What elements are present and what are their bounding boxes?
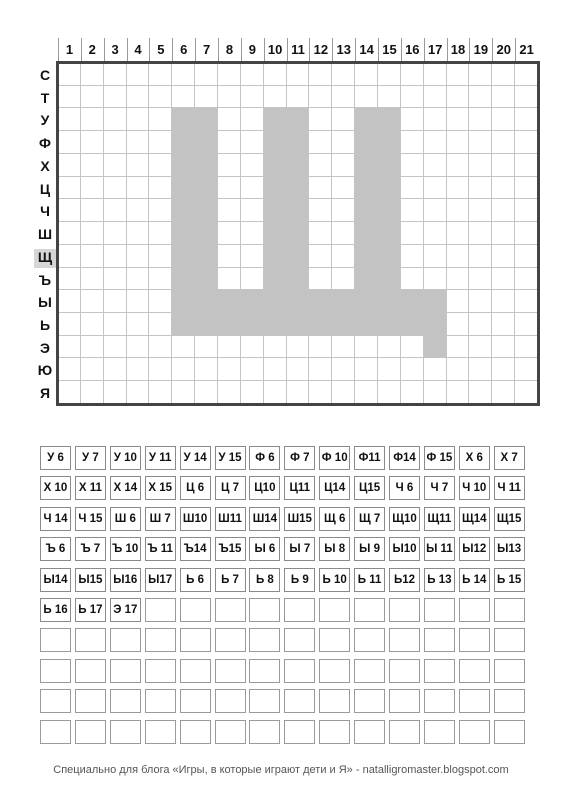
column-tick xyxy=(241,38,242,63)
coordinate-box: Х 6 xyxy=(459,446,490,470)
coordinate-box: Ы 11 xyxy=(424,537,455,561)
coordinate-box: Ь 17 xyxy=(75,598,106,622)
coordinate-box: Ш15 xyxy=(284,507,315,531)
footer-credit: Специально для блога «Игры, в которые играют дети и Я» - natalligromaster.blogspot.com xyxy=(53,764,509,776)
row-label: Ъ xyxy=(38,271,52,288)
coordinate-box: У 7 xyxy=(75,446,106,470)
column-tick xyxy=(264,38,265,63)
empty-coordinate-box[interactable] xyxy=(354,659,385,683)
column-label: 18 xyxy=(450,42,466,57)
empty-coordinate-box[interactable] xyxy=(494,598,525,622)
coordinate-box: Щ 7 xyxy=(354,507,385,531)
empty-coordinate-box[interactable] xyxy=(424,689,455,713)
empty-coordinate-box[interactable] xyxy=(319,720,350,744)
column-label: 5 xyxy=(157,42,165,57)
empty-coordinate-box[interactable] xyxy=(249,659,280,683)
empty-coordinate-box[interactable] xyxy=(180,720,211,744)
row-label: Ч xyxy=(40,203,50,220)
empty-coordinate-box[interactable] xyxy=(75,628,106,652)
empty-coordinate-box[interactable] xyxy=(110,720,141,744)
coordinate-box: Ъ14 xyxy=(180,537,211,561)
empty-coordinate-box[interactable] xyxy=(494,689,525,713)
empty-coordinate-box[interactable] xyxy=(319,598,350,622)
empty-coordinate-box[interactable] xyxy=(145,659,176,683)
empty-coordinate-box[interactable] xyxy=(494,720,525,744)
column-tick xyxy=(332,38,333,63)
coordinate-box: Ф 10 xyxy=(319,446,350,470)
column-tick xyxy=(81,38,82,63)
column-label: 6 xyxy=(180,42,188,57)
coordinate-box: Ц15 xyxy=(354,476,385,500)
coordinate-box: Х 7 xyxy=(494,446,525,470)
coordinate-box: Ц11 xyxy=(284,476,315,500)
coordinate-box: Щ15 xyxy=(494,507,525,531)
coordinate-box: Ь 7 xyxy=(215,568,246,592)
coordinate-box: Ь12 xyxy=(389,568,420,592)
column-label: 2 xyxy=(88,42,96,57)
row-label: Ф xyxy=(39,135,51,152)
empty-coordinate-box[interactable] xyxy=(459,628,490,652)
row-label: Ш xyxy=(37,226,53,243)
empty-coordinate-box[interactable] xyxy=(40,720,71,744)
column-tick xyxy=(469,38,470,63)
column-tick xyxy=(309,38,310,63)
empty-coordinate-box[interactable] xyxy=(389,659,420,683)
empty-coordinate-box[interactable] xyxy=(424,598,455,622)
coordinate-box: Щ 6 xyxy=(319,507,350,531)
coordinate-box: Ъ 10 xyxy=(110,537,141,561)
coordinate-box: Ъ 11 xyxy=(145,537,176,561)
row-label: Щ xyxy=(34,249,56,268)
coordinate-box: Ш 7 xyxy=(145,507,176,531)
empty-coordinate-box[interactable] xyxy=(424,628,455,652)
column-label: 1 xyxy=(65,42,74,57)
empty-coordinate-box[interactable] xyxy=(284,659,315,683)
column-tick xyxy=(127,38,128,63)
coordinate-box: Ч 6 xyxy=(389,476,420,500)
column-label: 19 xyxy=(473,42,489,57)
coordinate-box: Ы10 xyxy=(389,537,420,561)
grid-frame xyxy=(56,61,540,406)
empty-coordinate-box[interactable] xyxy=(180,628,211,652)
empty-coordinate-box[interactable] xyxy=(215,689,246,713)
column-label: 17 xyxy=(427,42,443,57)
coordinate-box: Э 17 xyxy=(110,598,141,622)
row-label: Я xyxy=(39,385,51,402)
column-tick xyxy=(492,38,493,63)
coordinate-box: Ь 6 xyxy=(180,568,211,592)
column-tick xyxy=(424,38,425,63)
empty-coordinate-box[interactable] xyxy=(215,720,246,744)
coordinate-box: Ш10 xyxy=(180,507,211,531)
coordinate-box: У 10 xyxy=(110,446,141,470)
coordinate-box: Ь 8 xyxy=(249,568,280,592)
coordinate-box: Ц 6 xyxy=(180,476,211,500)
coordinate-box: Х 11 xyxy=(75,476,106,500)
column-tick xyxy=(447,38,448,63)
row-label: Ь xyxy=(39,317,51,334)
coordinate-box: Ы13 xyxy=(494,537,525,561)
empty-coordinate-box[interactable] xyxy=(75,689,106,713)
coordinate-box: Ь 13 xyxy=(424,568,455,592)
column-label: 20 xyxy=(496,42,511,57)
column-label: 9 xyxy=(248,42,256,57)
empty-coordinate-box[interactable] xyxy=(110,689,141,713)
empty-coordinate-box[interactable] xyxy=(40,628,71,652)
coordinate-box: У 15 xyxy=(215,446,246,470)
empty-coordinate-box[interactable] xyxy=(284,720,315,744)
coordinate-box: У 6 xyxy=(40,446,71,470)
empty-coordinate-box[interactable] xyxy=(389,689,420,713)
empty-coordinate-box[interactable] xyxy=(249,628,280,652)
column-label: 21 xyxy=(519,42,534,57)
empty-coordinate-box[interactable] xyxy=(215,659,246,683)
row-label: У xyxy=(40,112,50,129)
column-label: 15 xyxy=(382,42,397,57)
coordinate-box: Ы15 xyxy=(75,568,106,592)
empty-coordinate-box[interactable] xyxy=(40,689,71,713)
empty-coordinate-box[interactable] xyxy=(284,598,315,622)
column-tick xyxy=(287,38,288,63)
empty-coordinate-box[interactable] xyxy=(459,720,490,744)
coordinate-box: Ш 6 xyxy=(110,507,141,531)
empty-coordinate-box[interactable] xyxy=(424,659,455,683)
coordinate-box: Щ11 xyxy=(424,507,455,531)
empty-coordinate-box[interactable] xyxy=(215,598,246,622)
coordinate-box: Ъ 7 xyxy=(75,537,106,561)
coordinate-box: Ф 7 xyxy=(284,446,315,470)
empty-coordinate-box[interactable] xyxy=(284,628,315,652)
empty-coordinate-box[interactable] xyxy=(354,628,385,652)
empty-coordinate-box[interactable] xyxy=(180,598,211,622)
column-tick xyxy=(515,38,516,63)
column-tick xyxy=(195,38,196,63)
empty-coordinate-box[interactable] xyxy=(180,659,211,683)
coordinate-box: Ы14 xyxy=(40,568,71,592)
coordinate-box: У 11 xyxy=(145,446,176,470)
empty-coordinate-box[interactable] xyxy=(459,659,490,683)
coordinate-box: Щ10 xyxy=(389,507,420,531)
row-label: Э xyxy=(40,339,50,356)
coordinate-box: Ы 6 xyxy=(249,537,280,561)
coordinate-box: Ш14 xyxy=(249,507,280,531)
column-tick xyxy=(401,38,402,63)
coordinate-box: Ч 7 xyxy=(424,476,455,500)
coordinate-box: Ч 14 xyxy=(40,507,71,531)
coordinate-box: Ъ 6 xyxy=(40,537,71,561)
empty-coordinate-box[interactable] xyxy=(40,659,71,683)
coordinate-box: Ц10 xyxy=(249,476,280,500)
column-label: 12 xyxy=(313,42,329,57)
coordinate-box: Ч 10 xyxy=(459,476,490,500)
empty-coordinate-box[interactable] xyxy=(459,598,490,622)
row-label: Ю xyxy=(37,362,53,379)
coordinate-box: Ф 15 xyxy=(424,446,455,470)
empty-coordinate-box[interactable] xyxy=(75,720,106,744)
coordinate-box: Ъ15 xyxy=(215,537,246,561)
empty-coordinate-box[interactable] xyxy=(145,720,176,744)
column-tick xyxy=(58,38,59,63)
coordinate-box: Ц 7 xyxy=(215,476,246,500)
empty-coordinate-box[interactable] xyxy=(389,598,420,622)
coordinate-box: Ы 7 xyxy=(284,537,315,561)
empty-coordinate-box[interactable] xyxy=(459,689,490,713)
column-tick xyxy=(355,38,356,63)
coordinate-box: Ь 14 xyxy=(459,568,490,592)
empty-coordinate-box[interactable] xyxy=(354,720,385,744)
empty-coordinate-box[interactable] xyxy=(110,628,141,652)
empty-coordinate-box[interactable] xyxy=(145,689,176,713)
coordinate-box: Ь 9 xyxy=(284,568,315,592)
column-label: 16 xyxy=(405,42,420,57)
column-tick xyxy=(104,38,105,63)
coordinate-box: Х 14 xyxy=(110,476,141,500)
row-label: Ц xyxy=(39,180,51,197)
column-label: 13 xyxy=(336,42,351,57)
empty-coordinate-box[interactable] xyxy=(180,689,211,713)
coordinate-box: Х 15 xyxy=(145,476,176,500)
column-label: 14 xyxy=(359,42,374,57)
coordinate-box: Ф11 xyxy=(354,446,385,470)
empty-coordinate-box[interactable] xyxy=(145,598,176,622)
empty-coordinate-box[interactable] xyxy=(354,598,385,622)
column-label: 8 xyxy=(225,42,234,57)
row-label: С xyxy=(39,67,51,83)
coordinate-box: У 14 xyxy=(180,446,211,470)
column-tick xyxy=(218,38,219,63)
empty-coordinate-box[interactable] xyxy=(389,628,420,652)
column-label: 3 xyxy=(111,42,119,57)
coordinate-box: Ч 15 xyxy=(75,507,106,531)
empty-coordinate-box[interactable] xyxy=(145,628,176,652)
empty-coordinate-box[interactable] xyxy=(75,659,106,683)
coordinate-box: Х 10 xyxy=(40,476,71,500)
column-tick xyxy=(149,38,150,63)
empty-coordinate-box[interactable] xyxy=(284,689,315,713)
coordinate-box: Ш11 xyxy=(215,507,246,531)
empty-coordinate-box[interactable] xyxy=(424,720,455,744)
empty-coordinate-box[interactable] xyxy=(249,689,280,713)
coordinate-box: Ц14 xyxy=(319,476,350,500)
column-label: 4 xyxy=(134,42,142,57)
empty-coordinate-box[interactable] xyxy=(110,659,141,683)
coordinate-box: Ы 9 xyxy=(354,537,385,561)
coordinate-box: Ы17 xyxy=(145,568,176,592)
empty-coordinate-box[interactable] xyxy=(319,659,350,683)
column-tick xyxy=(378,38,379,63)
column-label: 10 xyxy=(267,42,283,57)
empty-coordinate-box[interactable] xyxy=(319,628,350,652)
empty-coordinate-box[interactable] xyxy=(249,598,280,622)
coordinate-box: Ь 16 xyxy=(40,598,71,622)
column-label: 11 xyxy=(291,42,305,57)
row-label: Ы xyxy=(38,294,52,311)
coordinate-box: Ы 8 xyxy=(319,537,350,561)
column-label: 7 xyxy=(202,42,211,57)
coordinate-box: Ы12 xyxy=(459,537,490,561)
row-label: Т xyxy=(40,89,50,106)
coordinate-box: Щ14 xyxy=(459,507,490,531)
empty-coordinate-box[interactable] xyxy=(494,659,525,683)
empty-coordinate-box[interactable] xyxy=(215,628,246,652)
coordinate-box: Ч 11 xyxy=(494,476,525,500)
column-tick xyxy=(172,38,173,63)
coordinate-box: Ф14 xyxy=(389,446,420,470)
coordinate-box: Ь 11 xyxy=(354,568,385,592)
row-label: Х xyxy=(40,157,50,174)
coordinate-box: Ф 6 xyxy=(249,446,280,470)
empty-coordinate-box[interactable] xyxy=(249,720,280,744)
empty-coordinate-box[interactable] xyxy=(494,628,525,652)
empty-coordinate-box[interactable] xyxy=(354,689,385,713)
coordinate-box: Ь 15 xyxy=(494,568,525,592)
coordinate-box: Ь 10 xyxy=(319,568,350,592)
empty-coordinate-box[interactable] xyxy=(319,689,350,713)
empty-coordinate-box[interactable] xyxy=(389,720,420,744)
coordinate-box: Ы16 xyxy=(110,568,141,592)
